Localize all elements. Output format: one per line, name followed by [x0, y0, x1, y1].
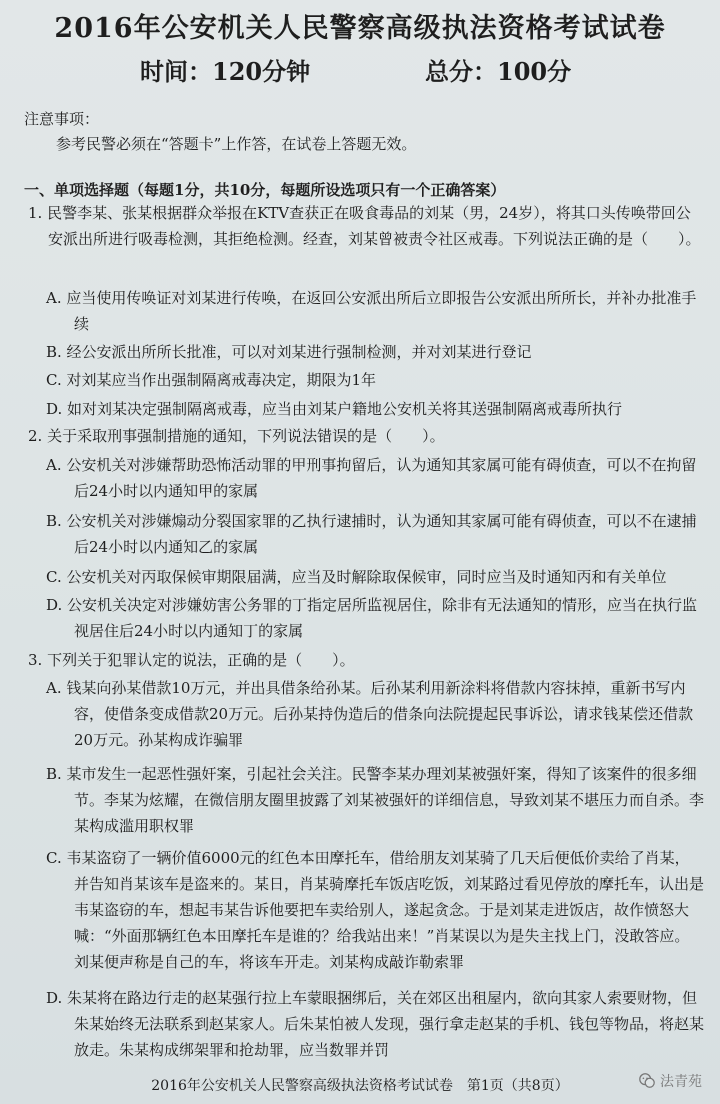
question-2	[28, 424, 702, 450]
option-1b: B. 经公安派出所所长批准，可以对刘某进行强制检测，并对刘某进行登记	[46, 343, 532, 361]
notice-text: 参考民警必须在“答题卡”上作答，在试卷上答题无效。	[56, 135, 417, 153]
option-1d: D. 如对刘某决定强制隔离戒毒，应当由刘某户籍地公安机关将其送强制隔离戒毒所执行	[46, 400, 623, 418]
wechat-icon	[638, 1072, 656, 1090]
exam-time: 时间：120分钟	[140, 57, 311, 86]
page-footer: 2016年公安机关人民警察高级执法资格考试试卷 第1页（共8页）	[151, 1078, 569, 1094]
option-2c: C. 公安机关对丙取保候审期限届满，应当及时解除取保候审，同时应当及时通知丙和有关单位	[46, 568, 667, 586]
option-1c: C. 对刘某应当作出强制隔离戒毒决定，期限为1年	[46, 371, 377, 389]
option-1a: A. 应当使用传唤证对刘某进行传唤，在返回公安派出所后立即报告公安派出所所长，并补办批准手续	[46, 289, 697, 333]
option-3b: B. 某市发生一起恶性强奸案，引起社会关注。民警李某办理刘某被强奸案，得知了该案件的很多细节。李某为炫耀，在微信朋友圈里披露了刘某被强奸的详细信息，导致刘某不堪压力而自杀。李某构成滥用职权罪	[46, 765, 705, 835]
watermark	[638, 1071, 702, 1091]
question-stem: 2. 关于采取刑事强制措施的通知，下列说法错误的是（ ）。	[28, 427, 445, 445]
option-2b: B. 公安机关对涉嫌煽动分裂国家罪的乙执行逮捕时，认为通知其家属可能有碍侦查，可以不在逮捕后24小时以内通知乙的家属	[46, 512, 697, 556]
option-3a: A. 钱某向孙某借款10万元，并出具借条给孙某。后孙某利用新涂料将借款内容抹掉，重新书写内容，使借条变成借款20万元。后孙某持伪造后的借条向法院提起民事诉讼，请求钱某偿还借款20万元。孙某构成诈骗罪	[46, 679, 694, 749]
exam-score: 总分：100分	[425, 57, 572, 86]
option-3d: D. 朱某将在路边行走的赵某强行拉上车蒙眼捆绑后，关在郊区出租屋内，欲向其家人索要财物，但朱某始终无法联系到赵某家人。后朱某怕被人发现，强行拿走赵某的手机、钱包等物品，将赵某放走。朱某构成绑架罪和抢劫罪，应当数罪并罚	[46, 989, 705, 1059]
question-3	[28, 648, 702, 674]
option-2a: A. 公安机关对涉嫌帮助恐怖活动罪的甲刑事拘留后，认为通知其家属可能有碍侦查，可以不在拘留后24小时以内通知甲的家属	[46, 456, 697, 500]
question-stem: 3. 下列关于犯罪认定的说法，正确的是（ ）。	[28, 651, 355, 669]
question-stem: 1. 民警李某、张某根据群众举报在KTV查获正在吸食毒品的刘某（男，24岁），将其口头传唤带回公安派出所进行吸毒检测，其拒绝检测。经查，刘某曾被责令社区戒毒。下列说法正确的是（ ）。	[28, 204, 701, 248]
watermark-text: 法青苑	[660, 1074, 702, 1090]
question-1	[28, 201, 702, 252]
option-3c: C. 韦某盗窃了一辆价值6000元的红色本田摩托车，借给朋友刘某骑了几天后便低价卖给了肖某，并告知肖某该车是盗来的。某日，肖某骑摩托车饭店吃饭，刘某路过看见停放的摩托车，认出是韦某盗窃的车，想起韦某告诉他要把车卖给别人，遂起贪念。于是刘某走进饭店，故作愤怒大喊：“外面那辆红色本田摩托车是谁的？给我站出来！”肖某误以为是失主找上门，没敢答应。刘某便声称是自己的车，将该车开走。刘某构成敲诈勒索罪	[46, 849, 705, 971]
exam-title: 2016年公安机关人民警察高级执法资格考试试卷	[54, 13, 666, 44]
notice-title: 注意事项：	[24, 110, 100, 128]
section-heading: 一、单项选择题（每题1分，共10分，每题所设选项只有一个正确答案）	[24, 181, 506, 199]
option-2d: D. 公安机关决定对涉嫌妨害公务罪的丁指定居所监视居住，除非有无法通知的情形，应当在执行监视居住后24小时以内通知丁的家属	[46, 596, 698, 640]
